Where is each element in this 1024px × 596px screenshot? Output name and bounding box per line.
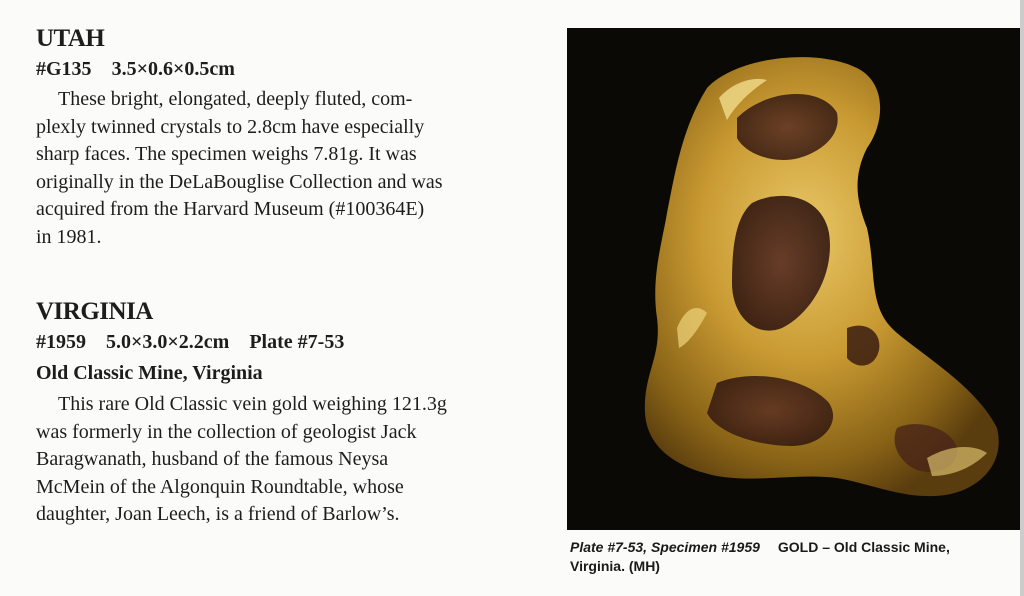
utah-line: sharp faces. The specimen weighs 7.81g. It was — [36, 143, 417, 166]
virginia-locality: Old Classic Mine, Virginia — [36, 362, 263, 384]
utah-section — [36, 24, 514, 252]
caption-plate-ref: Plate #7-53, Specimen #1959 — [570, 539, 760, 555]
photo-caption — [570, 538, 1024, 576]
virginia-plate: Plate #7-53 — [249, 331, 345, 353]
page-edge — [1020, 0, 1024, 596]
gold-nugget-image — [567, 28, 1024, 530]
caption-line-1 — [570, 538, 1024, 557]
utah-line: These bright, elongated, deeply fluted, com- — [58, 88, 413, 110]
utah-specimen-number: #G135 — [36, 58, 92, 80]
utah-line: originally in the DeLaBouglise Collection and was — [36, 170, 443, 193]
virginia-heading: VIRGINIA — [36, 298, 153, 325]
virginia-line: Baragwanath, husband of the famous Neysa — [36, 448, 389, 471]
virginia-meta — [36, 329, 514, 355]
virginia-line: This rare Old Classic vein gold weighing 121.3g — [58, 393, 447, 415]
utah-line: acquired from the Harvard Museum (#100364E) — [36, 198, 425, 221]
gold-specimen-photo — [567, 28, 1024, 530]
virginia-line: daughter, Joan Leech, is a friend of Barlow’s. — [36, 503, 400, 526]
utah-description — [36, 86, 514, 252]
virginia-line: was formerly in the collection of geologist Jack — [36, 420, 417, 443]
utah-meta — [36, 56, 514, 82]
caption-line-2: Virginia. (MH) — [570, 558, 660, 574]
utah-line: in 1981. — [36, 225, 102, 248]
utah-dimensions: 3.5×0.6×0.5cm — [111, 58, 235, 80]
virginia-specimen-number: #1959 — [36, 331, 86, 353]
virginia-section — [36, 297, 514, 529]
virginia-dimensions: 5.0×3.0×2.2cm — [106, 331, 230, 353]
virginia-line: McMein of the Algonquin Roundtable, whose — [36, 475, 404, 498]
caption-title: GOLD – Old Classic Mine, — [777, 539, 950, 555]
virginia-description — [36, 391, 514, 529]
utah-line: plexly twinned crystals to 2.8cm have especially — [36, 115, 425, 138]
utah-heading: UTAH — [36, 25, 105, 52]
